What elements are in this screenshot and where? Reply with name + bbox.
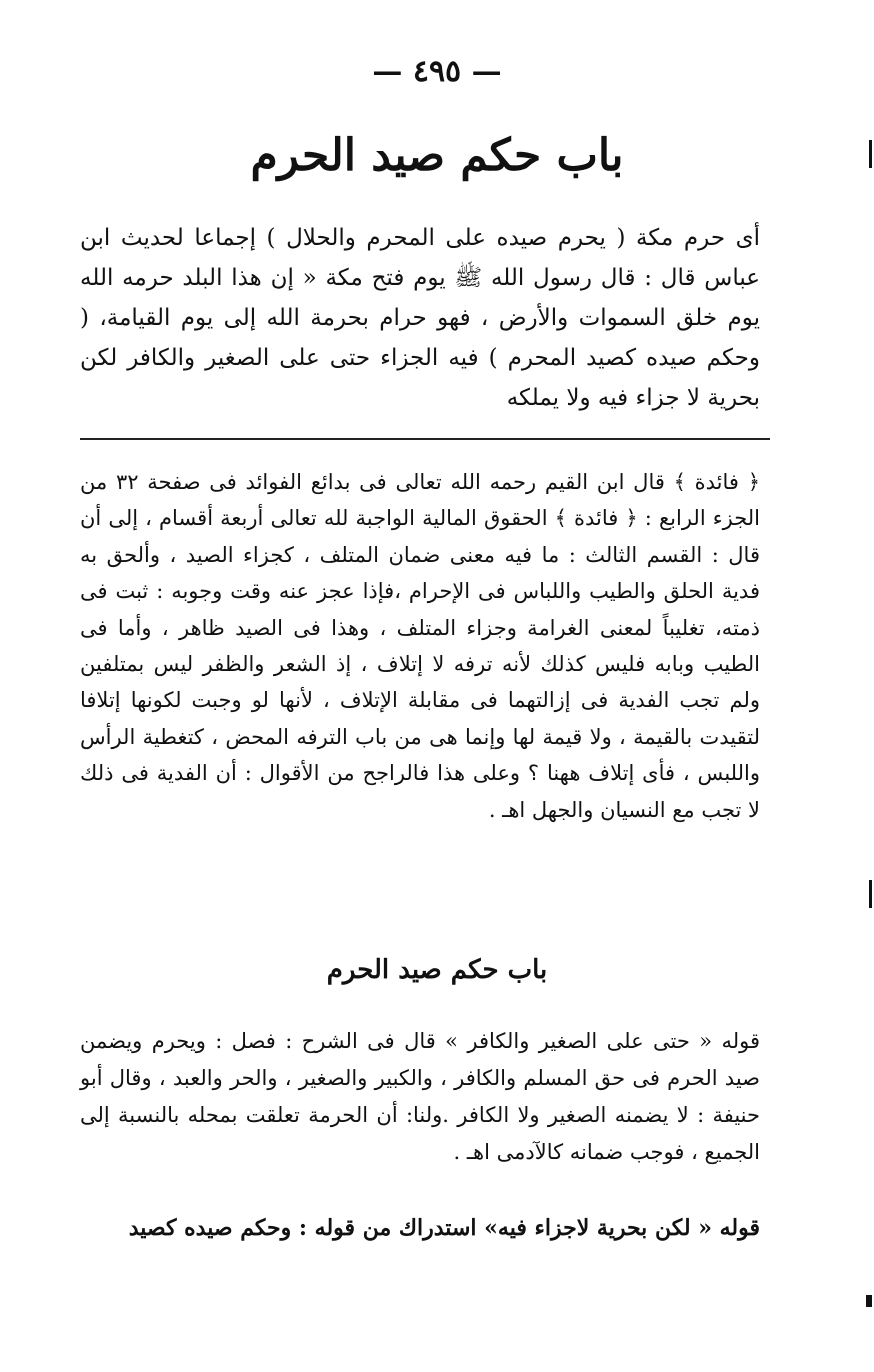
edge-mark-bottom (866, 1295, 872, 1307)
commentary-note: قوله « لكن بحرية لاجزاء فيه» استدراك من قوله : وحكم صيده كصيد (128, 1215, 760, 1241)
commentary-paragraph: قوله « حتى على الصغير والكافر » قال فى الشرح : فصل : ويحرم ويضمن صيد الحرم فى حق المسلم والكافر ، والكبير والصغير ، والحر والعبد ، وقال أبو حنيفة : لا يضمنه الصغير ولا الكافر .ولنا: أن الحرمة تعلقت بمحله بالنسبة إلى الجميع ، فوجب ضمانه كالآدمى اهـ . (80, 1029, 760, 1164)
main-paragraph: أى حرم مكة ( يحرم صيده على المحرم والحلال ) إجماعا لحديث ابن عباس قال : قال رسول الله ﷺ يوم فتح مكة « إن هذا البلد حرمه الله يوم خلق السموات والأرض ، فهو حرام بحرمة الله إلى يوم القيامة، ( وحكم صيده كصيد المحرم ) فيه الجزاء حتى على الصغير والكافر لكن بحرية لا جزاء فيه ولا يملكه (80, 225, 760, 411)
edge-mark-top (869, 140, 872, 168)
page-number: — ٤٩٥ — (372, 54, 502, 89)
chapter-title: باب حكم صيد الحرم (250, 130, 624, 181)
edge-mark-middle (869, 880, 872, 908)
commentary-title: باب حكم صيد الحرم (326, 955, 548, 985)
footnote-paragraph: ﴿ فائدة ﴾ قال ابن القيم رحمه الله تعالى فى بدائع الفوائد فى صفحة ٣٢ من الجزء الرابع : ﴿ فائدة ﴾ الحقوق المالية الواجبة لله تعالى أربعة أقسام ، إلى أن قال : القسم الثالث : ما فيه معنى ضمان المتلف ، كجزاء الصيد ، وألحق به فدية الحلق والطيب واللباس فى الإحرام ،فإذا عجز عنه وقت وجوبه : ثبت فى ذمته، تغليباً لمعنى الغرامة وجزاء المتلف ، وهذا فى الصيد ظاهر ، وأما فى الطيب وبابه فليس كذلك لأنه ترفه لا إتلاف ، إذ الشعر والظفر ليس بمتلفين ولم تجب الفدية فى إزالتهما فى مقابلة الإتلاف ، لأنها لو وجبت لكونها إتلافا لتقيدت بالقيمة ، ولا قيمة لها وإنما هى من باب الترفه المحض ، كتغطية الرأس واللبس ، فأى إتلاف ههنا ؟ وعلى هذا فالراجح من الأقوال : أن الفدية فى ذلك لا تجب مع النسيان والجهل اهـ . (80, 470, 761, 822)
footnote-divider (80, 438, 770, 440)
